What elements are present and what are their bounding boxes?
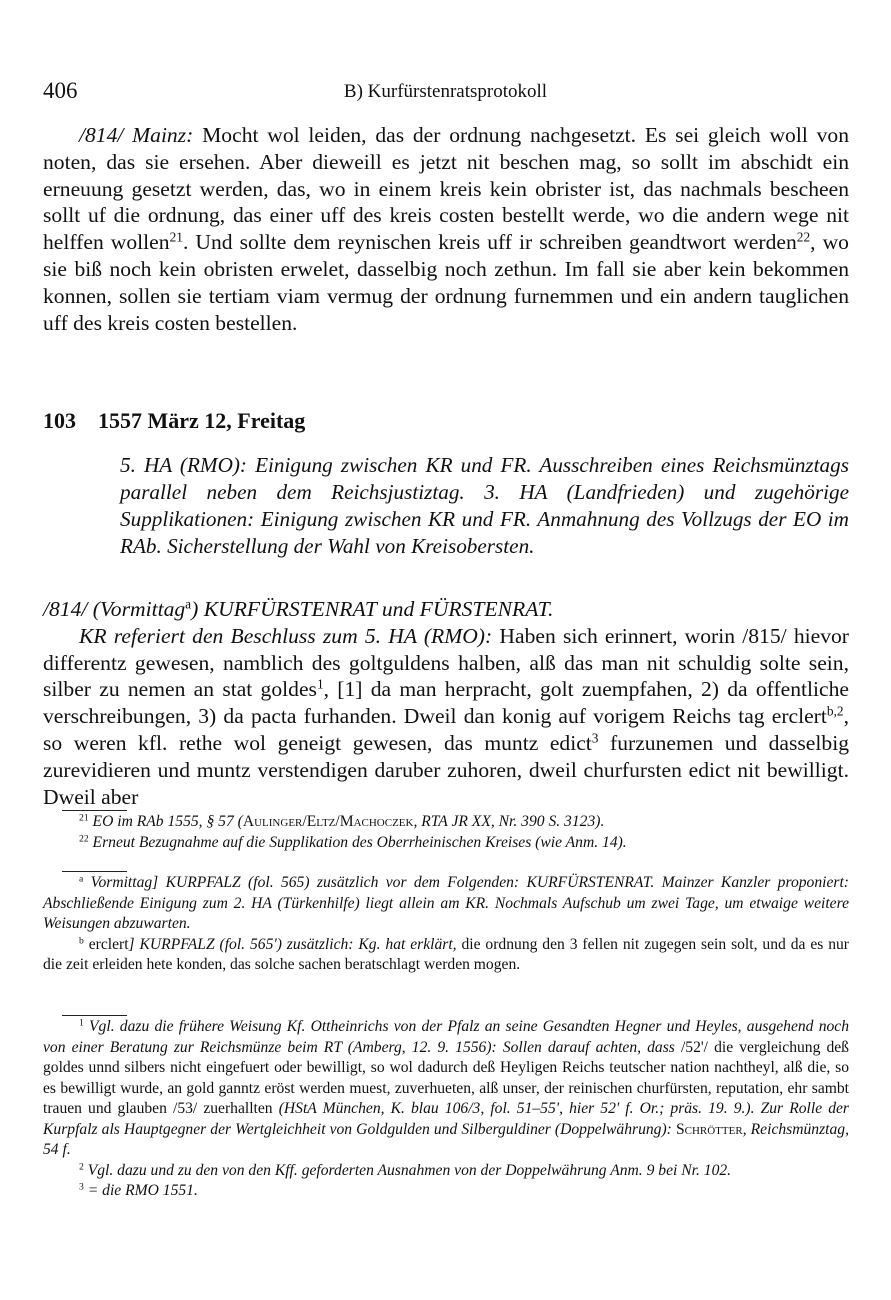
- note-marker: 22: [79, 833, 89, 845]
- text-run: Schrötter: [671, 1120, 743, 1138]
- note-marker: 3: [591, 730, 599, 746]
- text-run: Mocht wol leiden, das der ordnung nachgesetzt. Es sei gleich woll von noten, das sie ersehen. Aber dieweill es jetzt nit beschen mag, so sollt im abschidt ein erneuung gesetzt werden, das, wo in einem kreis kein obrister ist, das nachmals bescheen sollt uf die ordnung, das einer uff des kreis costen bestellt werde, wo die andern wege nit helffen wollen: [43, 123, 850, 255]
- text-run: Aulinger/Eltz/Machoczek: [242, 813, 414, 830]
- text-run: ) KURFÜRSTENRAT und FÜRSTENRAT.: [191, 597, 554, 621]
- note-marker: 21: [169, 229, 183, 245]
- paragraph: [43, 623, 849, 811]
- running-title: B) Kurfürstenratsprotokoll: [343, 81, 548, 102]
- session-heading: [43, 596, 849, 623]
- text-run: EO im RAb 1555, § 57 (: [88, 813, 243, 830]
- note-marker: 1: [79, 1017, 84, 1029]
- text-run: = die RMO 1551.: [83, 1182, 198, 1199]
- text-run: /814/ Mainz:: [79, 123, 194, 147]
- footnote: [43, 1161, 849, 1182]
- text-run: , RTA JR XX, Nr. 390 S. 3123).: [413, 813, 605, 830]
- mainz-paragraph: [43, 122, 849, 336]
- note-marker: 2: [79, 1161, 84, 1173]
- section-heading: [43, 408, 327, 434]
- footnote: [43, 833, 849, 854]
- footnote: [43, 1181, 849, 1202]
- footnotes-letter: [43, 873, 849, 976]
- footnote: [43, 812, 849, 833]
- footnote-rule: [62, 1015, 127, 1016]
- text-run: /814/ (Vormittag: [43, 597, 186, 621]
- note-marker: 1: [316, 677, 324, 693]
- page-header: [43, 78, 848, 108]
- text-run: KR referiert den Beschluss zum 5. HA (RMO):: [79, 623, 493, 648]
- footnote: [43, 935, 849, 976]
- section-number: 103: [43, 408, 76, 433]
- footnote-rule: [62, 810, 127, 811]
- text-run: Vgl. dazu und zu den von den Kff. geforderten Ausnahmen von der Doppelwährung Anm. 9 bei Nr. 102.: [83, 1161, 732, 1179]
- page-number: 406: [43, 78, 78, 103]
- note-marker: a: [79, 873, 84, 885]
- note-marker: a: [185, 596, 192, 612]
- session-body: [43, 596, 849, 810]
- text-run: Haben sich erinnert, worin /815/ hievor differentz gewesen, namblich des goltguldens halben, alß das man nit schuldig solte sein, silber zu nemen an stat goldes: [43, 623, 849, 702]
- text-run: Vormittag] KURPFALZ (fol. 565) zusätzlich vor dem Folgenden: KURFÜRSTENRAT. Mainzer Kanzler proponiert: Abschließende Einigung zum 2. HA (Türkenhilfe) liegt allein am KR. Nochmals Aufschub um zwei Tage, um etwaige weitere Weisungen abzuwarten.: [43, 874, 849, 932]
- footnotes-numbered-b: [43, 1017, 849, 1202]
- footnote: [43, 1017, 849, 1161]
- note-marker: b,2: [826, 703, 844, 719]
- text-run: , [1] da man herpracht, golt zuempfahen, 2) da offentliche verschreibungen, 3) da pacta furhanden. Dweil dan konig auf vorigem Reichs tag erclert: [43, 677, 850, 729]
- text-run: , wo sie biß noch kein obristen erwelet, dasselbig noch zethun. Im fall sie aber kein bekommen konnen, sollen sie tertiam viam vermug der ordnung furnemmen und ein andern tauglichen uff des kreis costen bestellen.: [43, 230, 849, 335]
- note-marker: 21: [79, 812, 89, 824]
- footnote: [43, 873, 849, 935]
- paragraph: [43, 122, 849, 336]
- section-date: 1557 März 12, Freitag: [98, 408, 306, 433]
- note-marker: b: [79, 935, 84, 947]
- text-run: furzunemen und dasselbig zurevidieren und muntz verstendigen daruber zuhoren, dweil churfursten edict nit bewilligt. Dweil aber: [43, 730, 849, 809]
- text-run: , so weren kfl. rethe wol geneigt gewesen, das muntz edict: [43, 704, 849, 755]
- text-run: Vgl. dazu die frühere Weisung Kf. Ottheinrichs von der Pfalz an seine Gesandten Hegner und Heyles, ausgehend noch von einer Beratung zur Reichsmünze beim RT (Amberg, 12. 9. 1556): Sollen darauf achten, dass: [43, 1018, 849, 1056]
- text-run: die ordnung den 3 fellen nit zugegen sein solt, und da es nur die zeit erleiden hete konden, das solche sachen beratschlagt werden mogen.: [43, 935, 849, 973]
- note-marker: 3: [79, 1181, 84, 1193]
- section-summary: 5. HA (RMO): Einigung zwischen KR und FR. Ausschreiben eines Reichsmünztags parallel neben dem Reichsjustiztag. 3. HA (Landfrieden) und zugehörige Supplikationen: Einigung zwischen KR und FR. Anmahnung des Vollzugs der EO im RAb. Sicherstellung der Wahl von Kreisobersten.: [120, 453, 849, 558]
- footnotes-numbered-a: [43, 812, 849, 853]
- text-run: . Und sollte dem reynischen kreis uff ir schreiben geandtwort werden: [182, 230, 797, 255]
- text-run: Erneut Bezugnahme auf die Supplikation des Oberrheinischen Kreises (wie Anm. 14).: [88, 833, 627, 851]
- footnote-rule: [62, 871, 127, 872]
- text-run: /52'/ die vergleichung deß goldes unnd silbers nicht eingefuert oder bewilligt, so wol dadurch deß Heyligen Reichs teutscher nation nachtheyl, alß die, so es bewilligt wurde, an gold ganntz eröst werden muest, zuverhueten, alß unser, der reinischen churfürsten, reputation, ehr sambt trauen und glauben /53/ zuerhallten: [43, 1038, 849, 1117]
- text-run: ] KURPFALZ (fol. 565') zusätzlich: Kg. hat erklärt,: [128, 935, 457, 953]
- text-run: erclert: [83, 935, 129, 953]
- text-run: (HStA München, K. blau 106/3, fol. 51–55', hier 52' f. Or.; präs. 19. 9.). Zur Rolle der Kurpfalz als Hauptgegner der Wertgleichheit von Goldgulden und Silberguldiner (Doppelwährung):: [43, 1100, 849, 1138]
- note-marker: 22: [796, 229, 811, 245]
- text-run: , Reichsmünztag, 54 f.: [43, 1120, 849, 1158]
